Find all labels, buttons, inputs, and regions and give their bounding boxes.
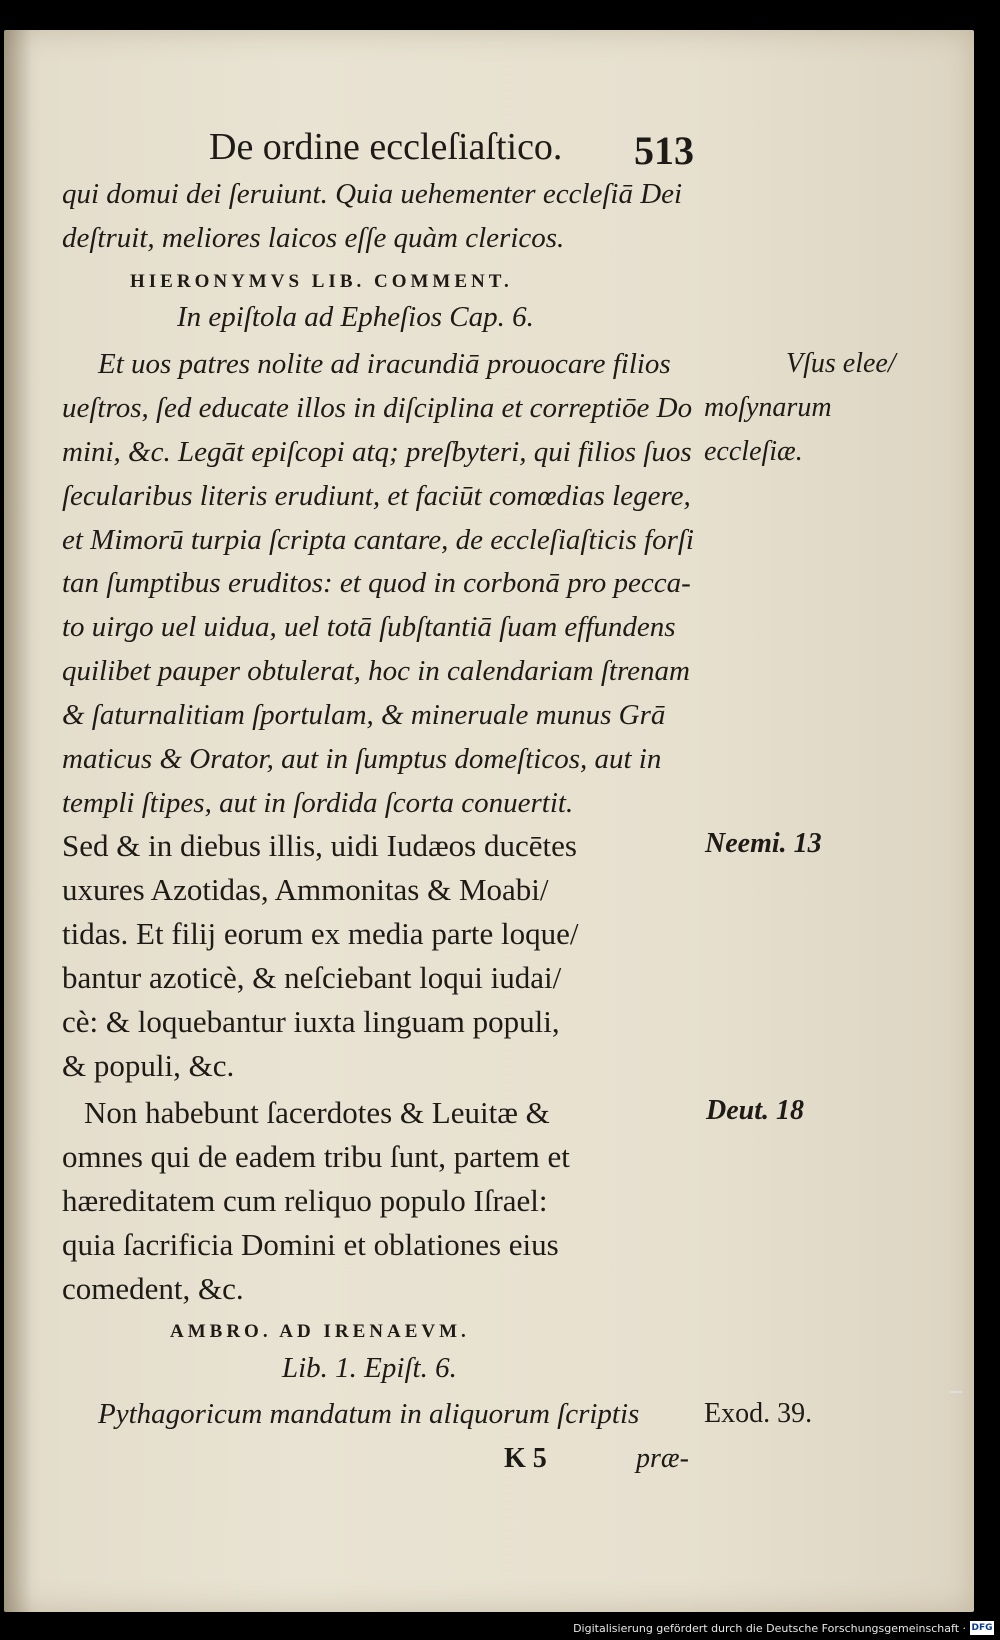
margin-note: Vſus elee/ [786, 348, 896, 379]
text-line: Et uos patres nolite ad iracundiā prouocare filios [98, 348, 671, 380]
text-line: comedent, &c. [62, 1271, 244, 1306]
text-line: et Mimorū turpia ſcripta cantare, de eccleſiaſticis forſi [62, 524, 694, 556]
text-line: omnes qui de eadem tribu ſunt, partem et [62, 1139, 570, 1174]
text-line: hæreditatem cum reliquo populo Iſrael: [62, 1183, 548, 1218]
digitization-credit: Digitalisierung gefördert durch die Deutsche Forschungsgemeinschaft · [573, 1622, 966, 1635]
crop-mark [950, 1391, 962, 1393]
text-line: uxures Azotidas, Ammonitas & Moabi/ [62, 872, 549, 907]
section-heading: HIERONYMVS LIB. COMMENT. [130, 271, 513, 292]
running-title: De ordine eccleſiaſtico. [209, 126, 563, 168]
text-line: to uirgo uel uidua, uel totā ſubſtantiā ſuam effundens [62, 611, 676, 643]
text-line: bantur azoticè, & neſciebant loqui iudai/ [62, 960, 562, 995]
text-line: deſtruit, meliores laicos eſſe quàm clericos. [62, 222, 565, 254]
text-line: & ſaturnalitiam ſportulam, & mineruale munus Grā [62, 699, 666, 731]
text-line: Sed & in diebus illis, uidi Iudæos ducētes [62, 828, 577, 863]
section-subheading: Lib. 1. Epiſt. 6. [282, 1352, 457, 1384]
text-line: ſecularibus literis erudiunt, et faciūt comœdias legere, [62, 480, 691, 512]
catchword: præ- [636, 1443, 689, 1474]
margin-note: Deut. 18 [706, 1095, 804, 1126]
text-line: cè: & loquebantur iuxta linguam populi, [62, 1004, 560, 1039]
section-heading: AMBRO. AD IRENAEVM. [170, 1321, 470, 1342]
text-line: templi ſtipes, aut in ſordida ſcorta conuertit. [62, 787, 574, 819]
book-page [4, 30, 974, 1612]
margin-note: moſynarum [704, 392, 832, 423]
text-line: maticus & Orator, aut in ſumptus domeſticos, aut in [62, 743, 662, 775]
text-line: quia ſacrificia Domini et oblationes eius [62, 1227, 559, 1262]
text-line: mini, &c. Legāt epiſcopi atq; preſbyteri, qui filios ſuos [62, 436, 692, 468]
text-line: tan ſumptibus eruditos: et quod in corbonā pro pecca- [62, 567, 691, 599]
text-line: qui domui dei ſeruiunt. Quia uehementer eccleſiā Dei [62, 178, 683, 210]
margin-note: Exod. 39. [704, 1398, 813, 1429]
text-line: Pythagoricum mandatum in aliquorum ſcriptis [98, 1398, 640, 1430]
signature-mark: K 5 [504, 1443, 547, 1474]
folio-number: 513 [634, 128, 694, 173]
dfg-logo-icon: DFG [971, 1623, 993, 1633]
text-line: Non habebunt ſacerdotes & Leuitæ & [84, 1095, 550, 1130]
text-line: quilibet pauper obtulerat, hoc in calendariam ſtrenam [62, 655, 690, 687]
text-line: tidas. Et filij eorum ex media parte loque/ [62, 916, 579, 951]
margin-note: Neemi. 13 [705, 828, 822, 859]
text-line: & populi, &c. [62, 1048, 235, 1083]
text-line: ueſtros, ſed educate illos in diſciplina et correptiōe Do [62, 392, 693, 424]
margin-note: eccleſiæ. [704, 436, 803, 467]
section-subheading: In epiſtola ad Epheſios Cap. 6. [177, 301, 534, 333]
